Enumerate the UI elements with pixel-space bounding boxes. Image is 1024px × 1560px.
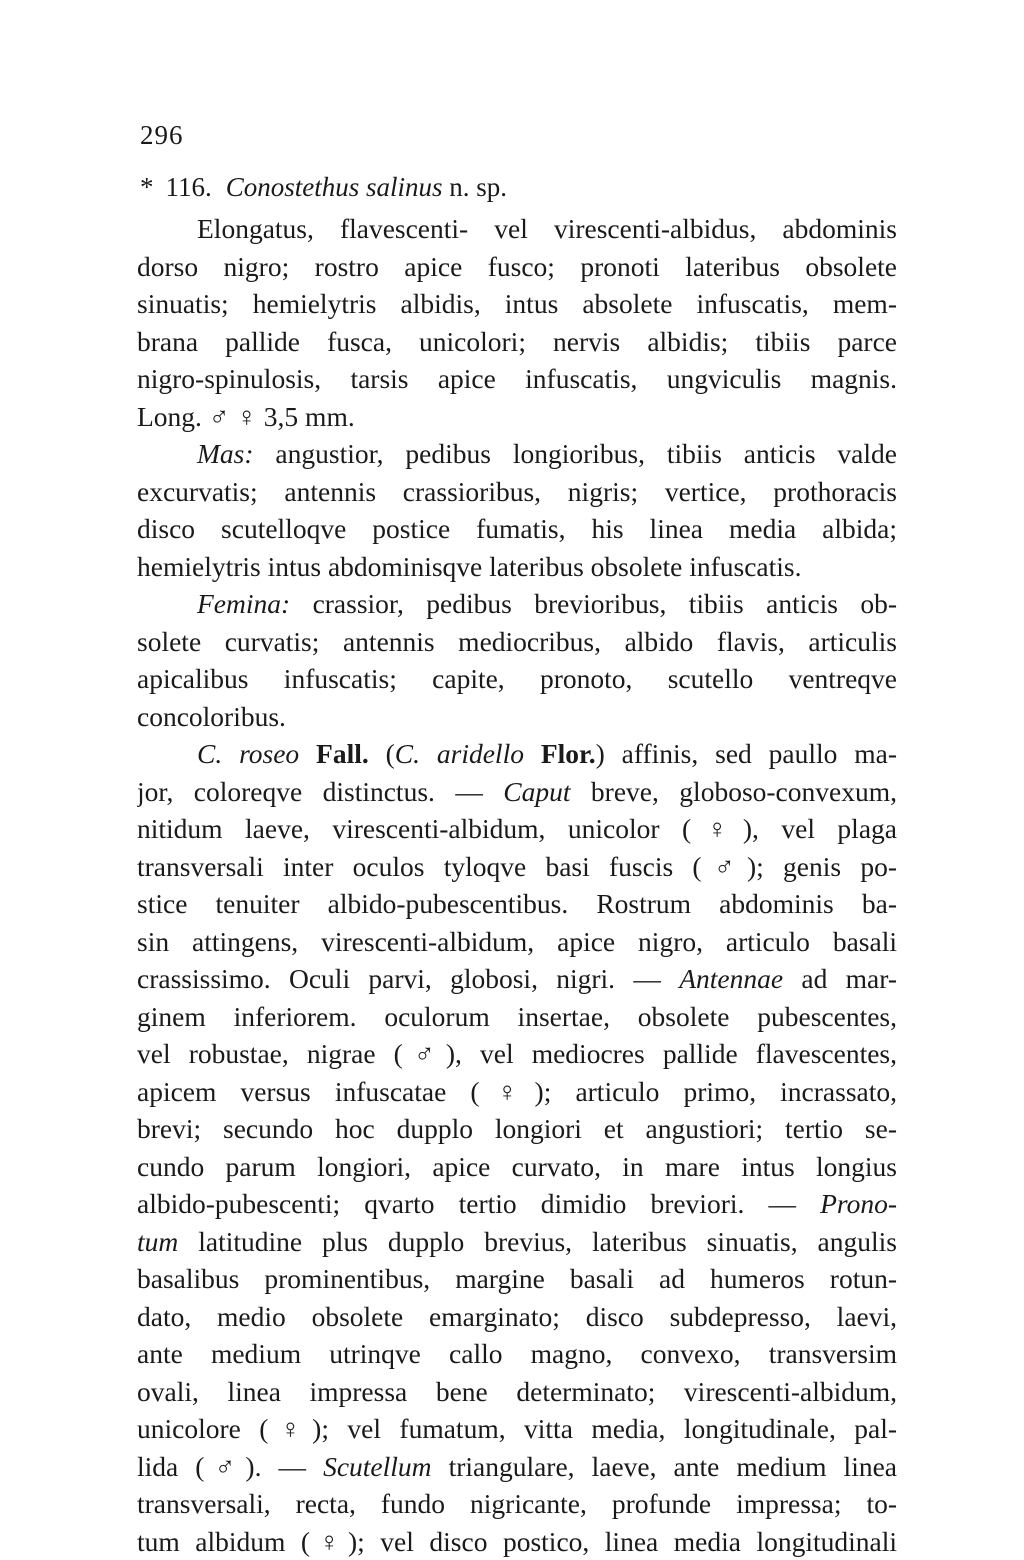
text-segment: ginem inferiorem. oculorum insertae, obsolete pubescentes,: [137, 1001, 897, 1032]
text-segment: stice tenuiter albido-pubescentibus. Rostrum abdominis ba-: [137, 888, 897, 919]
text-segment: Flor.: [524, 738, 596, 769]
text-segment: Elongatus, flavescenti- vel virescenti-albidus, abdominis: [197, 213, 897, 244]
text-line: [137, 548, 897, 586]
text-segment: breve, globoso-convexum,: [571, 776, 898, 807]
description-text: [137, 210, 897, 1560]
text-segment: crassissimo. Oculi parvi, globosi, nigri. —: [137, 963, 679, 994]
text-line: [137, 473, 897, 511]
entry-number: 116.: [166, 172, 212, 202]
text-segment: Fall.: [299, 738, 369, 769]
text-line: [137, 1335, 897, 1373]
text-line: [137, 510, 897, 548]
page-number: 296: [140, 120, 184, 151]
text-segment: Femina:: [197, 588, 290, 619]
text-line: [137, 735, 897, 773]
text-line: [137, 1485, 897, 1523]
text-segment: Caput: [503, 776, 570, 807]
text-segment: (: [369, 738, 395, 769]
text-line: [137, 1148, 897, 1186]
text-line: [137, 1298, 897, 1336]
text-line: [137, 360, 897, 398]
text-line: [137, 660, 897, 698]
text-line: [137, 960, 897, 998]
text-line: [137, 285, 897, 323]
text-segment: transversali inter oculos tyloqve basi fuscis (♂); genis po-: [137, 851, 897, 882]
text-line: [137, 623, 897, 661]
text-segment: C. roseo: [197, 738, 299, 769]
asterisk-marker: *: [140, 172, 154, 202]
text-segment: solete curvatis; antennis mediocribus, albido flavis, articulis: [137, 626, 897, 657]
text-line: [137, 210, 897, 248]
species-entry-heading: [140, 172, 507, 203]
text-line: [137, 248, 897, 286]
text-line: [137, 1410, 897, 1448]
text-line: [137, 848, 897, 886]
text-segment: dato, medio obsolete emarginato; disco subdepresso, laevi,: [137, 1301, 897, 1332]
text-segment: latitudine plus dupplo brevius, lateribus sinuatis, angulis: [178, 1226, 897, 1257]
text-line: [137, 923, 897, 961]
text-segment: excurvatis; antennis crassioribus, nigris; vertice, prothoracis: [137, 476, 897, 507]
text-segment: Prono-: [820, 1188, 897, 1219]
text-line: [137, 1185, 897, 1223]
text-segment: albido-pubescenti; qvarto tertio dimidio breviori. —: [137, 1188, 820, 1219]
text-line: [137, 1035, 897, 1073]
text-line: [137, 810, 897, 848]
text-segment: Long. ♂ ♀ 3,5 mm.: [137, 401, 355, 432]
text-segment: concoloribus.: [137, 701, 286, 732]
text-segment: brana pallide fusca, unicolori; nervis albidis; tibiis parce: [137, 326, 897, 357]
text-line: [137, 1110, 897, 1148]
text-segment: ovali, linea impressa bene determinato; virescenti-albidum,: [137, 1376, 897, 1407]
text-segment: ) affinis, sed paullo ma-: [596, 738, 897, 769]
text-segment: unicolore (♀); vel fumatum, vitta media, longitudinale, pal-: [137, 1413, 897, 1444]
text-segment: hemielytris intus abdominisqve lateribus obsolete infuscatis.: [137, 551, 801, 582]
text-segment: transversali, recta, fundo nigricante, profunde impressa; to-: [137, 1488, 897, 1519]
text-segment: ante medium utrinqve callo magno, convexo, transversim: [137, 1338, 897, 1369]
text-segment: nitidum laeve, virescenti-albidum, unicolor (♀), vel plaga: [137, 813, 897, 844]
text-segment: angustior, pedibus longioribus, tibiis anticis valde: [254, 438, 897, 469]
text-segment: vel robustae, nigrae (♂), vel mediocres pallide flavescentes,: [137, 1038, 897, 1069]
text-line: [137, 435, 897, 473]
text-line: [137, 1373, 897, 1411]
text-line: [137, 1523, 897, 1560]
text-segment: lida (♂). —: [137, 1451, 323, 1482]
text-segment: disco scutelloqve postice fumatis, his linea media albida;: [137, 513, 897, 544]
text-line: [137, 885, 897, 923]
text-line: [137, 1223, 897, 1261]
text-segment: tum albidum (♀); vel disco postico, linea media longitudinali: [137, 1526, 897, 1557]
species-suffix: n. sp.: [449, 172, 507, 202]
text-segment: tum: [137, 1226, 178, 1257]
text-line: [137, 1073, 897, 1111]
text-segment: Mas:: [197, 438, 254, 469]
text-segment: sinuatis; hemielytris albidis, intus absolete infuscatis, mem-: [137, 288, 897, 319]
text-segment: triangulare, laeve, ante medium linea: [432, 1451, 897, 1482]
text-segment: apicem versus infuscatae (♀); articulo primo, incrassato,: [137, 1076, 897, 1107]
text-segment: crassior, pedibus brevioribus, tibiis anticis ob-: [290, 588, 897, 619]
text-line: [137, 773, 897, 811]
text-line: [137, 998, 897, 1036]
text-line: [137, 398, 897, 436]
text-segment: basalibus prominentibus, margine basali ad humeros rotun-: [137, 1263, 897, 1294]
text-segment: dorso nigro; rostro apice fusco; pronoti lateribus obsolete: [137, 251, 897, 282]
text-segment: cundo parum longiori, apice curvato, in mare intus longius: [137, 1151, 897, 1182]
text-segment: brevi; secundo hoc dupplo longiori et angustiori; tertio se-: [137, 1113, 897, 1144]
text-line: [137, 698, 897, 736]
text-segment: Scutellum: [323, 1451, 431, 1482]
text-segment: ad mar-: [783, 963, 897, 994]
text-segment: sin attingens, virescenti-albidum, apice nigro, articulo basali: [137, 926, 897, 957]
text-segment: jor, coloreqve distinctus. —: [137, 776, 503, 807]
species-name: Conostethus salinus: [226, 172, 443, 202]
text-segment: C. aridello: [395, 738, 524, 769]
text-line: [137, 1260, 897, 1298]
text-line: [137, 323, 897, 361]
text-segment: nigro-spinulosis, tarsis apice infuscatis, ungviculis magnis.: [137, 363, 897, 394]
text-line: [137, 585, 897, 623]
text-line: [137, 1448, 897, 1486]
text-segment: apicalibus infuscatis; capite, pronoto, scutello ventreqve: [137, 663, 897, 694]
text-segment: Antennae: [679, 963, 783, 994]
